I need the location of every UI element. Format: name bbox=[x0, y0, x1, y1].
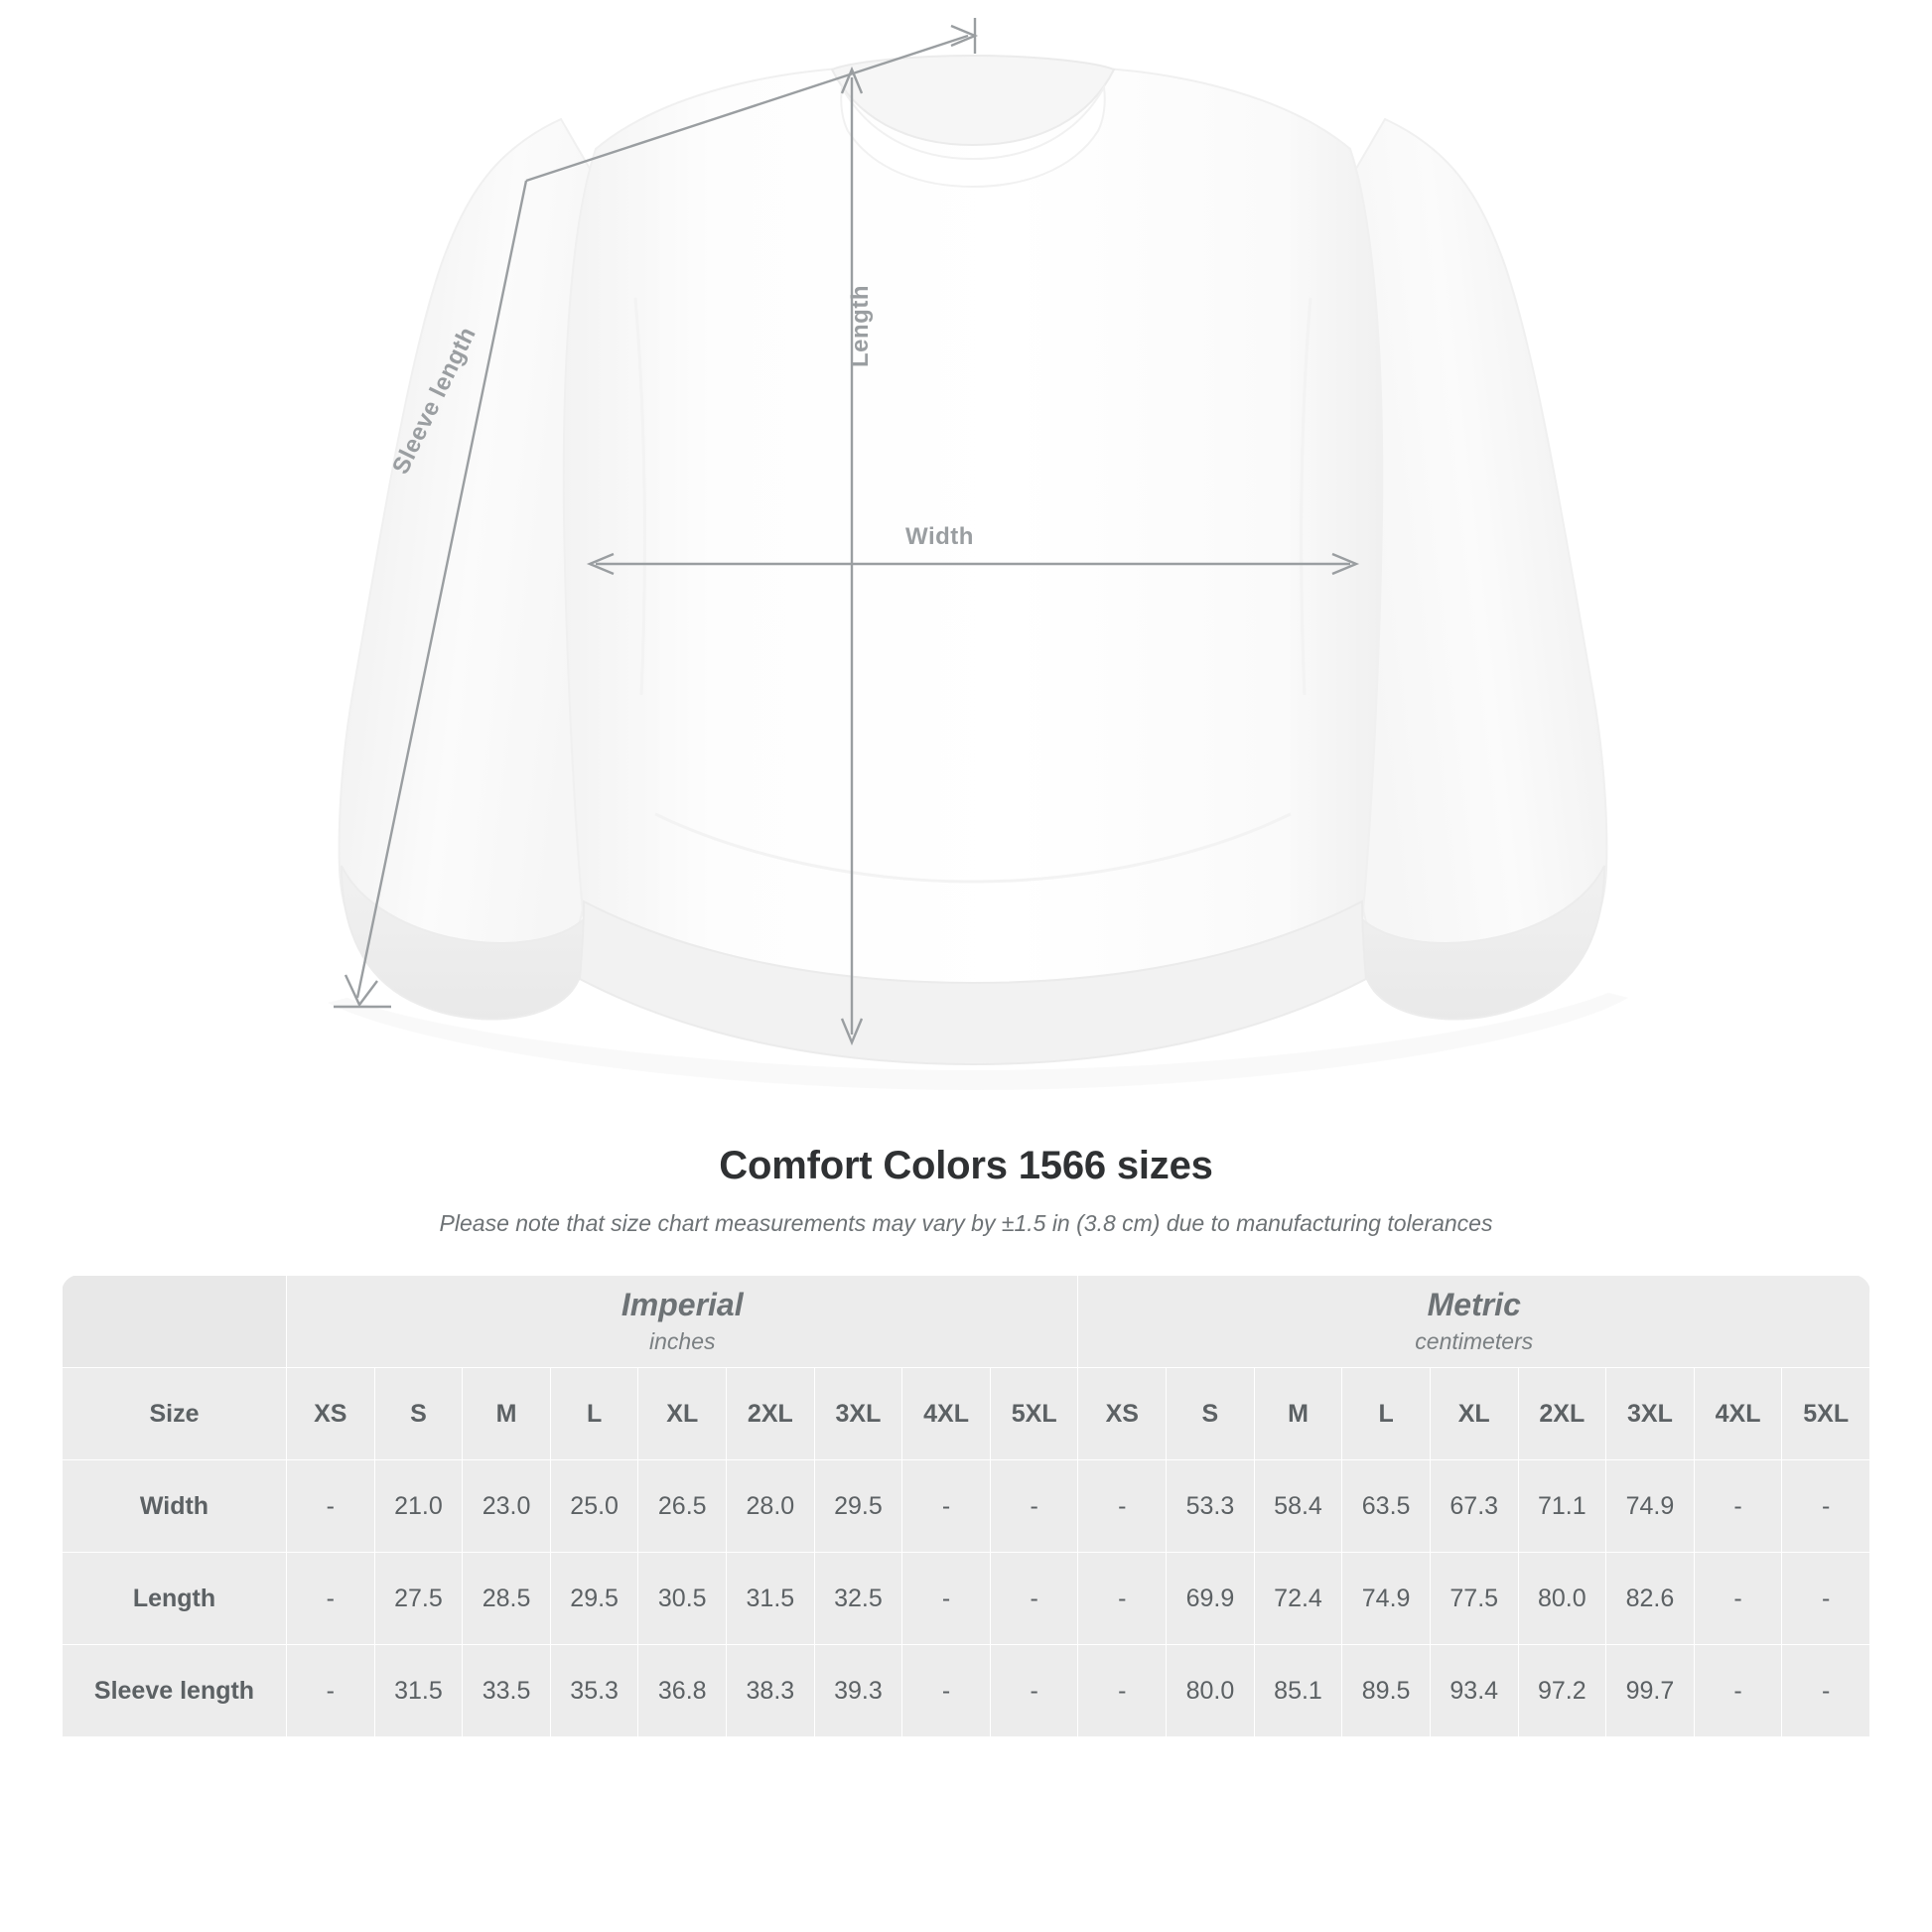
cell-width-metric-5xl: - bbox=[1782, 1460, 1870, 1553]
page-title: Comfort Colors 1566 sizes bbox=[719, 1144, 1213, 1187]
size-header-row bbox=[63, 1368, 1870, 1460]
cell-sleeve-metric-5xl: - bbox=[1782, 1645, 1870, 1737]
cell-sleeve-imperial-l: 35.3 bbox=[550, 1645, 638, 1737]
cell-width-imperial-4xl: - bbox=[902, 1460, 991, 1553]
cell-width-metric-2xl: 71.1 bbox=[1518, 1460, 1606, 1553]
cell-length-imperial-5xl: - bbox=[990, 1553, 1078, 1645]
cell-width-imperial-5xl: - bbox=[990, 1460, 1078, 1553]
unit-header-metric bbox=[1078, 1276, 1870, 1368]
cell-length-metric-l: 74.9 bbox=[1342, 1553, 1431, 1645]
unit-header-imperial bbox=[287, 1276, 1078, 1368]
cell-width-metric-l: 63.5 bbox=[1342, 1460, 1431, 1553]
row-label-length: Length bbox=[63, 1553, 287, 1645]
size-chart-table-wrapper bbox=[62, 1275, 1870, 1737]
sleeve-length-dimension-label: Sleeve length bbox=[387, 323, 482, 479]
cell-width-metric-4xl: - bbox=[1694, 1460, 1782, 1553]
cell-sleeve-imperial-xl: 36.8 bbox=[638, 1645, 727, 1737]
cell-width-imperial-xs: - bbox=[287, 1460, 375, 1553]
cell-length-imperial-2xl: 31.5 bbox=[727, 1553, 815, 1645]
row-label-sleeve-length: Sleeve length bbox=[63, 1645, 287, 1737]
cell-width-metric-xl: 67.3 bbox=[1430, 1460, 1518, 1553]
cell-length-metric-2xl: 80.0 bbox=[1518, 1553, 1606, 1645]
cell-length-imperial-m: 28.5 bbox=[463, 1553, 551, 1645]
cell-sleeve-metric-s: 80.0 bbox=[1167, 1645, 1255, 1737]
size-header-metric-s: S bbox=[1167, 1368, 1255, 1460]
row-label-width: Width bbox=[63, 1460, 287, 1553]
cell-length-imperial-xs: - bbox=[287, 1553, 375, 1645]
size-header-metric-3xl: 3XL bbox=[1606, 1368, 1695, 1460]
cell-width-metric-m: 58.4 bbox=[1254, 1460, 1342, 1553]
cell-width-metric-s: 53.3 bbox=[1167, 1460, 1255, 1553]
cell-sleeve-metric-3xl: 99.7 bbox=[1606, 1645, 1695, 1737]
size-header-metric-4xl: 4XL bbox=[1694, 1368, 1782, 1460]
cell-length-imperial-4xl: - bbox=[902, 1553, 991, 1645]
size-header-imperial-m: M bbox=[463, 1368, 551, 1460]
size-header-imperial-xs: XS bbox=[287, 1368, 375, 1460]
size-header-imperial-4xl: 4XL bbox=[902, 1368, 991, 1460]
size-header-metric-5xl: 5XL bbox=[1782, 1368, 1870, 1460]
size-header-metric-xl: XL bbox=[1430, 1368, 1518, 1460]
cell-sleeve-metric-xs: - bbox=[1078, 1645, 1167, 1737]
cell-width-imperial-2xl: 28.0 bbox=[727, 1460, 815, 1553]
size-header-imperial-s: S bbox=[374, 1368, 463, 1460]
table-row bbox=[63, 1460, 1870, 1553]
size-header-metric-xs: XS bbox=[1078, 1368, 1167, 1460]
size-header-label: Size bbox=[63, 1368, 287, 1460]
size-header-imperial-l: L bbox=[550, 1368, 638, 1460]
cell-length-metric-xs: - bbox=[1078, 1553, 1167, 1645]
cell-length-imperial-l: 29.5 bbox=[550, 1553, 638, 1645]
cell-length-metric-5xl: - bbox=[1782, 1553, 1870, 1645]
cell-sleeve-imperial-xs: - bbox=[287, 1645, 375, 1737]
size-header-imperial-3xl: 3XL bbox=[814, 1368, 902, 1460]
length-dimension-label: Length bbox=[847, 285, 874, 367]
cell-sleeve-imperial-m: 33.5 bbox=[463, 1645, 551, 1737]
size-header-metric-m: M bbox=[1254, 1368, 1342, 1460]
cell-sleeve-metric-m: 85.1 bbox=[1254, 1645, 1342, 1737]
cell-width-imperial-s: 21.0 bbox=[374, 1460, 463, 1553]
unit-header-row bbox=[63, 1276, 1870, 1368]
cell-width-imperial-xl: 26.5 bbox=[638, 1460, 727, 1553]
cell-width-imperial-m: 23.0 bbox=[463, 1460, 551, 1553]
cell-sleeve-metric-l: 89.5 bbox=[1342, 1645, 1431, 1737]
cell-width-metric-3xl: 74.9 bbox=[1606, 1460, 1695, 1553]
table-row bbox=[63, 1645, 1870, 1737]
unit-sub-metric: centimeters bbox=[1415, 1327, 1534, 1354]
cell-length-imperial-s: 27.5 bbox=[374, 1553, 463, 1645]
cell-length-metric-4xl: - bbox=[1694, 1553, 1782, 1645]
cell-sleeve-imperial-4xl: - bbox=[902, 1645, 991, 1737]
size-header-metric-2xl: 2XL bbox=[1518, 1368, 1606, 1460]
size-header-imperial-5xl: 5XL bbox=[990, 1368, 1078, 1460]
cell-sleeve-imperial-s: 31.5 bbox=[374, 1645, 463, 1737]
cell-length-metric-xl: 77.5 bbox=[1430, 1553, 1518, 1645]
cell-length-metric-3xl: 82.6 bbox=[1606, 1553, 1695, 1645]
cell-sleeve-imperial-3xl: 39.3 bbox=[814, 1645, 902, 1737]
cell-width-imperial-3xl: 29.5 bbox=[814, 1460, 902, 1553]
cell-width-imperial-l: 25.0 bbox=[550, 1460, 638, 1553]
cell-sleeve-metric-xl: 93.4 bbox=[1430, 1645, 1518, 1737]
unit-sub-imperial: inches bbox=[649, 1327, 716, 1354]
cell-sleeve-imperial-2xl: 38.3 bbox=[727, 1645, 815, 1737]
cell-length-metric-s: 69.9 bbox=[1167, 1553, 1255, 1645]
cell-sleeve-metric-2xl: 97.2 bbox=[1518, 1645, 1606, 1737]
tolerance-note: Please note that size chart measurements may vary by ±1.5 in (3.8 cm) due to manufacturing tolerances bbox=[439, 1210, 1493, 1236]
cell-length-metric-m: 72.4 bbox=[1254, 1553, 1342, 1645]
size-header-imperial-2xl: 2XL bbox=[727, 1368, 815, 1460]
cell-length-imperial-3xl: 32.5 bbox=[814, 1553, 902, 1645]
unit-system-imperial: Imperial bbox=[621, 1286, 744, 1322]
cell-sleeve-metric-4xl: - bbox=[1694, 1645, 1782, 1737]
size-header-imperial-xl: XL bbox=[638, 1368, 727, 1460]
table-row bbox=[63, 1553, 1870, 1645]
cell-length-imperial-xl: 30.5 bbox=[638, 1553, 727, 1645]
size-header-metric-l: L bbox=[1342, 1368, 1431, 1460]
unit-header-blank bbox=[63, 1276, 287, 1368]
unit-system-metric: Metric bbox=[1427, 1286, 1521, 1322]
cell-width-metric-xs: - bbox=[1078, 1460, 1167, 1553]
width-dimension-label: Width bbox=[905, 523, 974, 550]
size-chart-table bbox=[62, 1275, 1870, 1737]
cell-sleeve-imperial-5xl: - bbox=[990, 1645, 1078, 1737]
